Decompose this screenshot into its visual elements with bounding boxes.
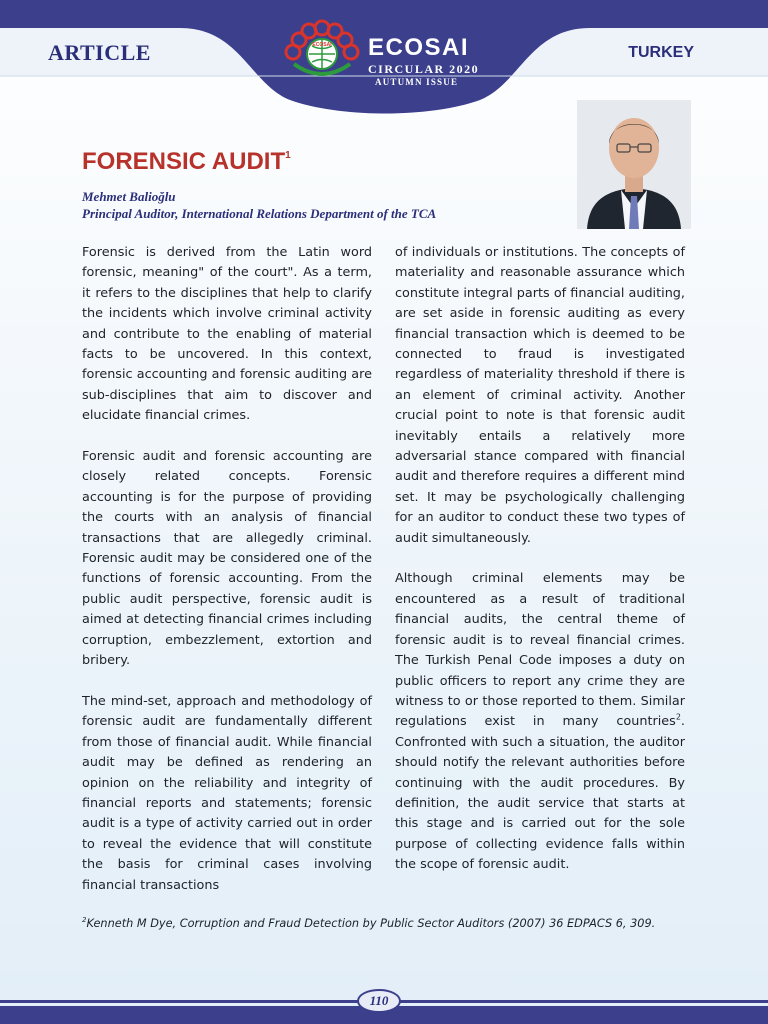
paragraph-text: . Confronted with such a situation, the auditor should notify the relevant authorities before continuing with the audit procedures. By definition, the audit service that starts at this stage and is carried out for the sole purpose of collecting evidence falls within the scope of forensic audit. [395,714,685,873]
paragraph: Forensic audit and forensic accounting are closely related concepts. Forensic accounting is for the purpose of providing the courts with an analysis of financial transactions that are allegedly criminal. Forensic audit may be considered one of the functions of forensic accounting. From the public audit perspective, forensic audit is aimed at detecting financial crimes including corruption, embezzlement, extortion and bribery. [82,449,372,669]
brand-issue: AUTUMN ISSUE [375,77,459,87]
paragraph-text: Although criminal elements may be encountered as a result of traditional financial audits, the central theme of forensic audit is to reveal financial crimes. The Turkish Penal Code imposes a duty on public officers to report any crime they are witness to or those reported to them. Similar regulations exist in many countries [395,571,685,730]
title-text: FORENSIC AUDIT [82,148,286,175]
brand-name: ECOSAI [368,34,470,61]
paragraph: Forensic is derived from the Latin word forensic, meaning" of the court". As a term, it refers to the disciplines that help to clarify the incidents which involve criminal activity and contribute to the enabling of material facts to be uncovered. In this context, forensic accounting and forensic auditing are sub-disciplines that aim to discover and elucidate financial crimes. [82,245,372,424]
author-name: Mehmet Balioğlu [82,189,176,204]
footnote [82,917,655,930]
author-block [82,188,436,222]
page-number: 110 [369,993,389,1008]
ecosai-logo-icon [282,18,362,84]
article-title [82,148,291,176]
country-label: TURKEY [628,44,694,61]
section-label: ARTICLE [48,40,151,65]
brand-subtitle: CIRCULAR 2020 [368,62,480,76]
page-number-badge [357,989,401,1013]
author-role: Principal Auditor, International Relations Department of the TCA [82,206,437,221]
logo-text: ECOSAI [312,42,332,48]
author-portrait-icon [577,100,691,229]
footnote-mark: 2 [675,713,681,723]
paragraph [395,569,685,875]
left-column [82,243,372,916]
footnote-number: 2 [82,916,87,925]
footnote-text: Kenneth M Dye, Corruption and Fraud Detection by Public Sector Auditors (2007) 36 EDPACS 6, 309. [86,917,656,930]
author-photo [577,100,691,229]
right-column [395,243,685,896]
paragraph: The mind-set, approach and methodology of forensic audit are fundamentally different from those of financial audit. While financial audit may be defined as rendering an opinion on the reliability and integrity of financial reports and statements; forensic audit is a type of activity carried out in order to reveal the evidence that will constitute the basis for criminal cases involving financial transactions [82,693,372,893]
title-footnote-mark: 1 [285,150,291,161]
paragraph: of individuals or institutions. The concepts of materiality and reasonable assurance which constitute integral parts of financial auditing, are set aside in forensic auditing as every financial transaction which is deemed to be connected to fraud is investigated regardless of materiality threshold if there is an element of criminal activity. Another crucial point to note is that forensic audit inevitably entails a relatively more adversarial stance compared with financial audit and therefore requires a different mind set. It may be psychologically challenging for an auditor to conduct these two types of audit simultaneously. [395,245,685,546]
